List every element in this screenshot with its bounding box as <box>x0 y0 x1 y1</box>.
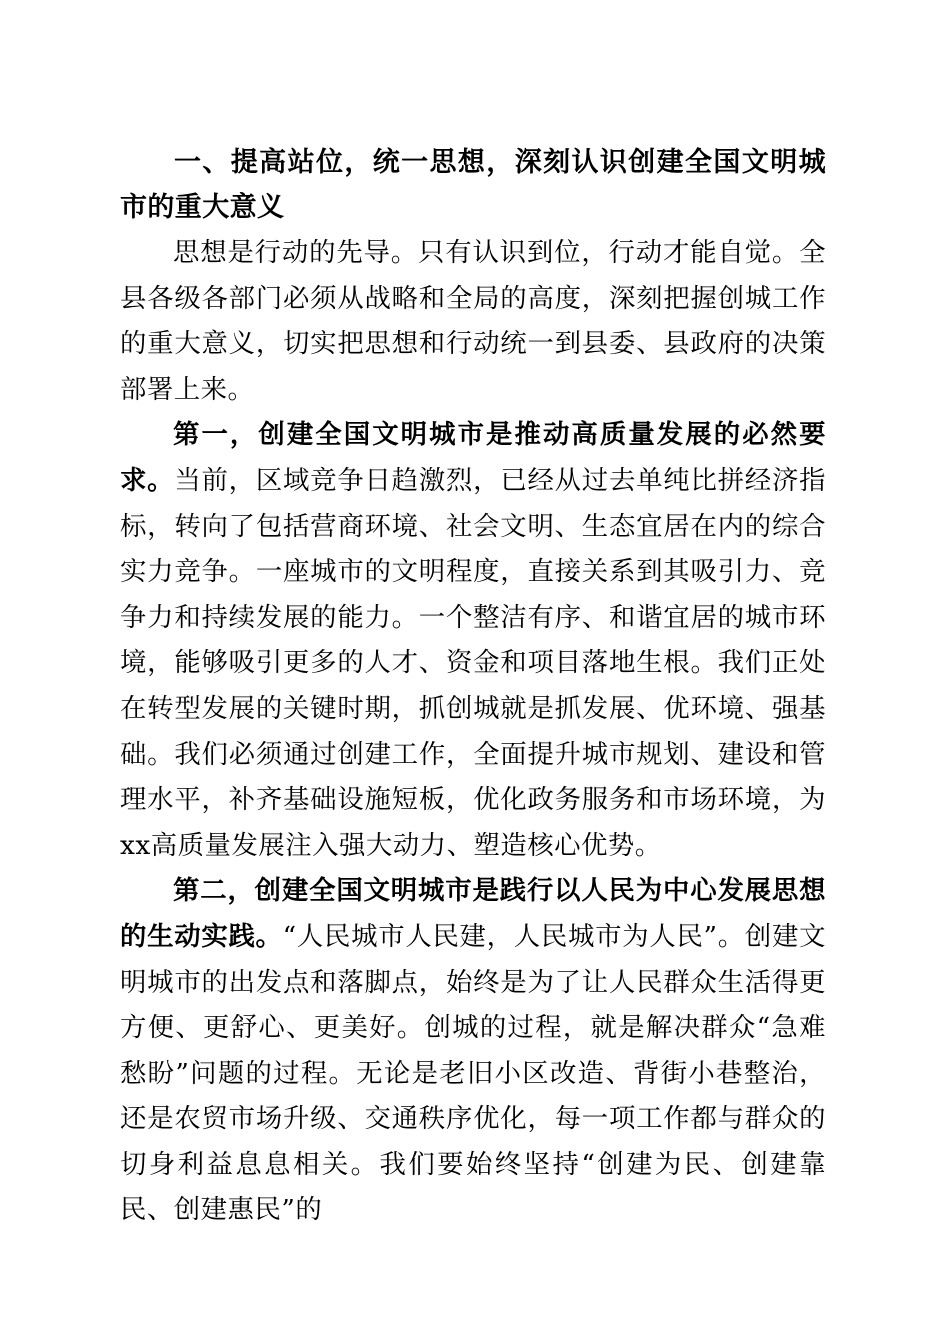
document-page <box>120 140 826 1233</box>
paragraph-second-point-text: “人民城市人民建，人民城市为人民”。创建文明城市的出发点和落脚点，始终是为了让人民群众生活得更方便、更舒心、更美好。创城的过程，就是解决群众“急难愁盼”问题的过程。无论是老旧小区改造、背街小巷整治，还是农贸市场升级、交通秩序优化，每一项工作都与群众的切身利益息息相关。我们要始终坚持“创建为民、创建靠民、创建惠民”的 <box>120 920 826 1226</box>
paragraph-first-point-lead: 第一，创建全国文明城市是推动高质量发展的必然要求。 <box>120 419 826 496</box>
paragraph-first-point-text: 当前，区域竞争日趋激烈，已经从过去单纯比拼经济指标，转向了包括营商环境、社会文明、生态宜居在内的综合实力竞争。一座城市的文明程度，直接关系到其吸引力、竞争力和持续发展的能力。一个整洁有序、和谐宜居的城市环境，能够吸引更多的人才、资金和项目落地生根。我们正处在转型发展的关键时期，抓创城就是抓发展、优环境、强基础。我们必须通过创建工作，全面提升城市规划、建设和管理水平，补齐基础设施短板，优化政务服务和市场环境，为xx高质量发展注入强大动力、塑造核心优势。 <box>120 464 827 861</box>
paragraph-intro-text: 思想是行动的先导。只有认识到位，行动才能自觉。全县各级各部门必须从战略和全局的高度，深刻把握创城工作的重大意义，切实把思想和行动统一到县委、县政府的决策部署上来。 <box>120 237 826 405</box>
section-heading: 一、提高站位，统一思想，深刻认识创建全国文明城市的重大意义 <box>120 147 826 223</box>
paragraph-intro <box>120 230 826 412</box>
paragraph-first-point <box>120 412 826 868</box>
paragraph-second-point <box>120 868 826 1233</box>
paragraph-second-point-lead: 第二，创建全国文明城市是践行以人民为中心发展思想的生动实践。 <box>120 875 826 952</box>
